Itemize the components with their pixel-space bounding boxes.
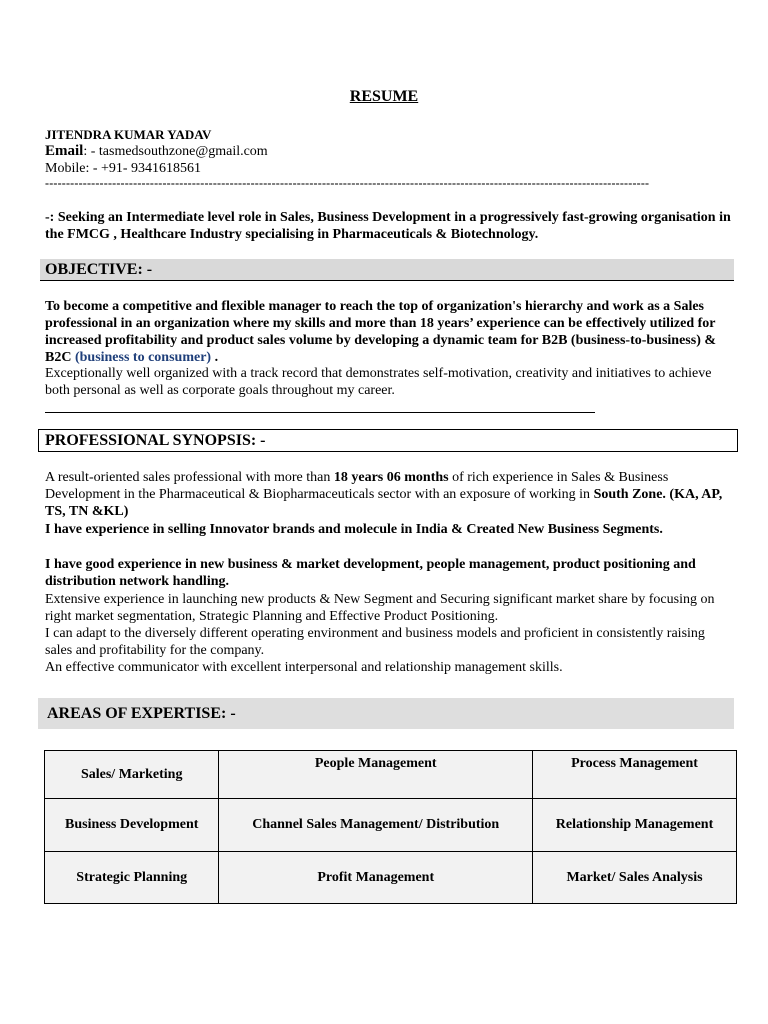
synopsis-paragraph-5: I can adapt to the diversely different operating environment and business models and proficient in consistently raising sales and profitability for the company.	[45, 626, 705, 658]
email-value: : - tasmedsouthzone@gmail.com	[83, 144, 268, 159]
synopsis-paragraph-2: I have experience in selling Innovator brands and molecule in India & Created New Business Segments.	[45, 522, 663, 537]
objective-paragraph	[45, 298, 735, 366]
synopsis-p1-a: A result-oriented sales professional with more than	[45, 470, 334, 485]
dashed-separator: ------------------------------------------------------------------------------------------------------------------------------------------------	[45, 177, 650, 189]
table-row	[45, 751, 737, 799]
expertise-cell: Business Development	[45, 799, 219, 852]
expertise-cell: Sales/ Marketing	[45, 751, 219, 799]
expertise-heading: AREAS OF EXPERTISE: -	[38, 698, 734, 729]
email-line	[45, 143, 268, 160]
synopsis-p1-c: of rich experience in Sales & Business Development in the Pharmaceutical & Biopharmaceuticals sector with an exposure of working in	[45, 470, 669, 502]
seeking-statement: -: Seeking an Intermediate level role in Sales, Business Development in a progressively fast-growing organisation in the FMCG , Healthcare Industry specialising in Pharmaceuticals & Biotechnology.	[45, 210, 731, 242]
expertise-cell: Process Management	[533, 751, 737, 799]
synopsis-paragraph-4: Extensive experience in launching new products & New Segment and Securing significant market share by focusing on right market segmentation, Strategic Planning and Effective Product Positioning.	[45, 592, 715, 624]
objective-text: Exceptionally well organized with a track record that demonstrates self-motivation, creativity and initiatives to achieve both personal as well as corporate goals throughout my career.	[45, 366, 712, 398]
candidate-name: JITENDRA KUMAR YADAV	[45, 127, 212, 142]
table-row	[45, 799, 737, 852]
email-label: Email	[45, 143, 84, 159]
objective-bold-tail: .	[211, 350, 219, 365]
resume-title: RESUME	[349, 88, 419, 105]
synopsis-paragraph-6: An effective communicator with excellent interpersonal and relationship management skills.	[45, 660, 563, 675]
expertise-cell: Strategic Planning	[45, 852, 219, 904]
expertise-cell: Profit Management	[219, 852, 533, 904]
contact-block	[45, 126, 268, 177]
expertise-cell: Market/ Sales Analysis	[533, 852, 737, 904]
synopsis-paragraph-1	[45, 469, 735, 520]
expertise-table	[44, 750, 737, 904]
synopsis-paragraph-3: I have good experience in new business & market development, people management, product positioning and distribution network handling.	[45, 557, 696, 589]
mobile-line: Mobile: - +91- 9341618561	[45, 161, 202, 176]
table-row	[45, 852, 737, 904]
expertise-cell: Relationship Management	[533, 799, 737, 852]
expertise-cell: People Management	[219, 751, 533, 799]
synopsis-p1-b: 18 years 06 months	[333, 470, 449, 485]
synopsis-heading: PROFESSIONAL SYNOPSIS: -	[38, 429, 738, 452]
objective-blue-text: (business to consumer)	[74, 350, 212, 365]
synopsis-p1-d: South Zone. (KA, AP, TS, TN &KL)	[45, 487, 723, 519]
objective-bold-text: To become a competitive and flexible manager to reach the top of organization's hierarchy and work as a Sales professional in an organization where my skills and more than 18 years’ experience can be effectively utilized for increased profitability and product sales volume by developing a dynamic team for B2B (business-to-business) & B2C	[45, 299, 717, 365]
section-rule	[45, 412, 595, 413]
expertise-cell: Channel Sales Management/ Distribution	[219, 799, 533, 852]
objective-heading: OBJECTIVE: -	[40, 259, 734, 281]
